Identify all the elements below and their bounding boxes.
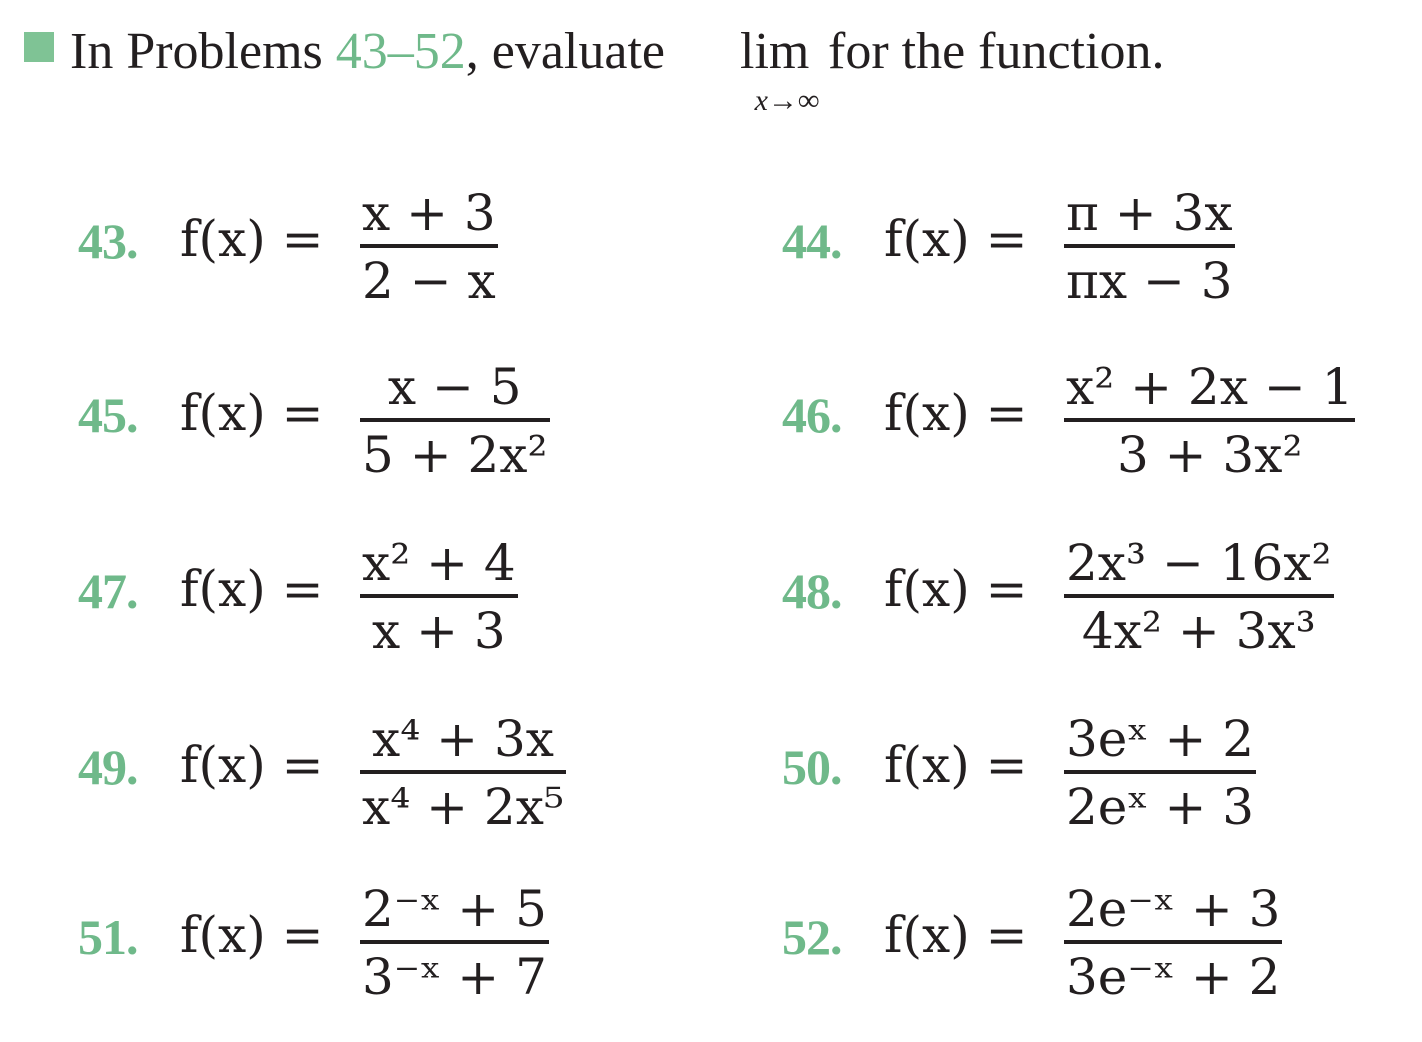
denominator: 3 + 3x²: [1116, 426, 1303, 484]
numerator: x² + 2x − 1: [1066, 358, 1354, 416]
function-lhs: f(x) =: [884, 384, 1028, 442]
denominator: 3e⁻ˣ + 2: [1066, 948, 1281, 1006]
function-lhs: f(x) =: [884, 560, 1028, 618]
problem-number: 52.: [782, 909, 842, 965]
denominator: x + 3: [372, 602, 506, 660]
problem-number: 47.: [78, 563, 138, 619]
problem-number: 44.: [782, 213, 842, 269]
fraction: [1064, 710, 1256, 836]
function-lhs: f(x) =: [884, 736, 1028, 794]
fraction: [1064, 358, 1355, 484]
instructions-tail: for the function.: [828, 23, 1165, 80]
problem-number: 43.: [78, 213, 138, 269]
problem-number: 45.: [78, 387, 138, 443]
function-lhs: f(x) =: [884, 906, 1028, 964]
fraction: [1064, 184, 1235, 310]
fraction: [360, 358, 550, 484]
function-lhs: f(x) =: [180, 906, 324, 964]
function-lhs: f(x) =: [180, 210, 324, 268]
instructions-text: [70, 23, 665, 80]
section-marker-square: [24, 32, 54, 62]
numerator: x² + 4: [362, 534, 516, 592]
limit-notation: [732, 23, 842, 117]
numerator: x⁴ + 3x: [372, 710, 554, 768]
numerator: 2x³ − 16x²: [1066, 534, 1332, 592]
limit-subscript: x→∞: [754, 84, 820, 117]
problem-range: 43–52: [335, 23, 466, 80]
problem-number: 48.: [782, 563, 842, 619]
fraction: [360, 534, 518, 660]
numerator: 2e⁻ˣ + 3: [1066, 880, 1281, 938]
denominator: 2 − x: [362, 252, 496, 310]
limit-word: lim: [740, 23, 810, 80]
problem-number: 49.: [78, 739, 138, 795]
fraction: [1064, 534, 1334, 660]
numerator: x − 5: [387, 358, 522, 416]
instructions-evaluate: , evaluate: [465, 23, 665, 80]
numerator: π + 3x: [1066, 184, 1233, 242]
denominator: 4x² + 3x³: [1081, 602, 1316, 660]
denominator: 3⁻ˣ + 7: [362, 948, 547, 1006]
numerator: 2⁻ˣ + 5: [362, 880, 547, 938]
fraction: [360, 710, 566, 836]
numerator: 3eˣ + 2: [1066, 710, 1255, 768]
fraction: [360, 880, 549, 1006]
instructions-intro: In Problems: [70, 23, 336, 80]
denominator: x⁴ + 2x⁵: [362, 778, 564, 836]
denominator: 5 + 2x²: [362, 426, 548, 484]
function-lhs: f(x) =: [884, 210, 1028, 268]
denominator: 2eˣ + 3: [1066, 778, 1255, 836]
function-lhs: f(x) =: [180, 384, 324, 442]
problem-number: 46.: [782, 387, 842, 443]
instructions-header: [24, 18, 1324, 117]
fraction: [1064, 880, 1282, 1006]
problem-number: 51.: [78, 909, 138, 965]
function-lhs: f(x) =: [180, 560, 324, 618]
denominator: πx − 3: [1066, 252, 1233, 310]
numerator: x + 3: [362, 184, 496, 242]
function-lhs: f(x) =: [180, 736, 324, 794]
problem-number: 50.: [782, 739, 842, 795]
fraction: [360, 184, 498, 310]
